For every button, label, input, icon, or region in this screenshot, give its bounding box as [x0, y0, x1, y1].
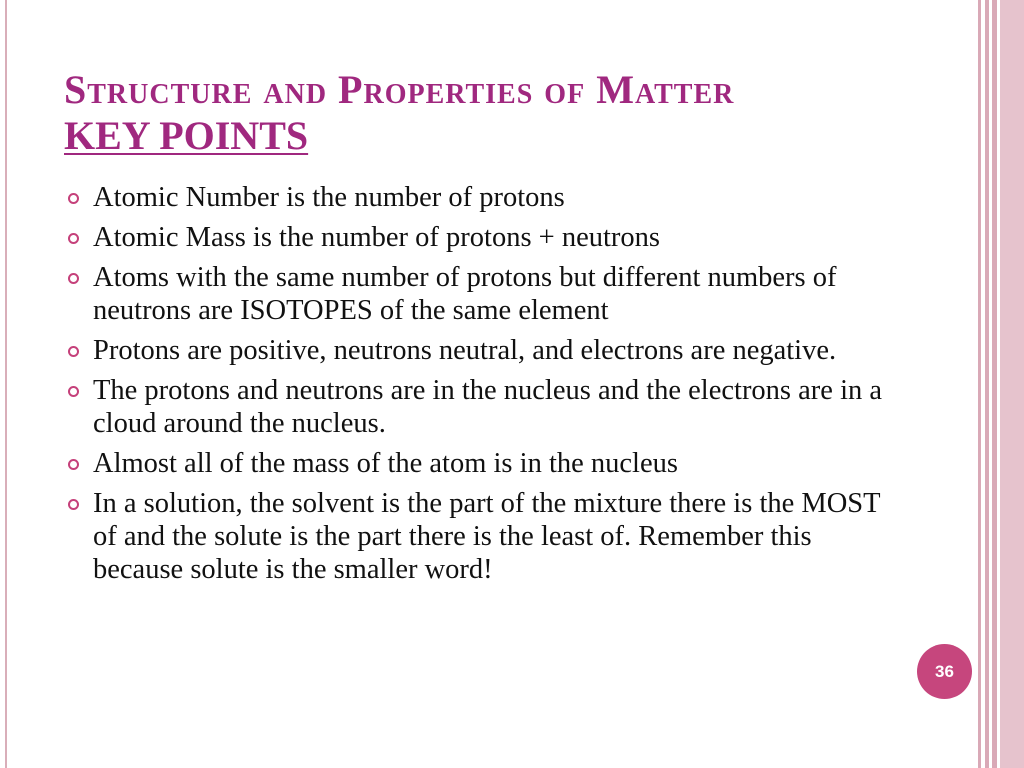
bullet-text: Atoms with the same number of protons but different numbers of neutrons are ISOTOPES of the same element — [93, 262, 837, 326]
left-border-line — [5, 0, 7, 768]
bullet-item — [64, 261, 884, 327]
bullet-item — [64, 447, 884, 480]
bullet-text: Almost all of the mass of the atom is in the nucleus — [93, 448, 678, 479]
bullet-list — [64, 181, 884, 593]
bullet-circle-icon — [68, 346, 79, 357]
bullet-text: In a solution, the solvent is the part of the mixture there is the MOST of and the solute is the part there is the least of. Remember this because solute is the smaller word! — [93, 488, 881, 585]
bullet-circle-icon — [68, 273, 79, 284]
title-main: Structure and Properties of Matter — [64, 67, 735, 112]
bullet-item — [64, 487, 884, 586]
bullet-circle-icon — [68, 233, 79, 244]
right-stripe-band — [1000, 0, 1024, 768]
page-number-badge: 36 — [917, 644, 972, 699]
bullet-text: Atomic Number is the number of protons — [93, 182, 565, 213]
bullet-circle-icon — [68, 193, 79, 204]
bullet-item — [64, 334, 884, 367]
bullet-text: Protons are positive, neutrons neutral, and electrons are negative. — [93, 335, 837, 366]
bullet-text: Atomic Mass is the number of protons + neutrons — [93, 222, 661, 253]
bullet-item — [64, 181, 884, 214]
bullet-circle-icon — [68, 386, 79, 397]
slide-title — [64, 68, 944, 158]
bullet-circle-icon — [68, 499, 79, 510]
bullet-circle-icon — [68, 459, 79, 470]
title-subheading: KEY POINTS — [64, 113, 309, 158]
bullet-item — [64, 221, 884, 254]
bullet-item — [64, 374, 884, 440]
bullet-text: The protons and neutrons are in the nucleus and the electrons are in a cloud around the nucleus. — [93, 375, 883, 439]
